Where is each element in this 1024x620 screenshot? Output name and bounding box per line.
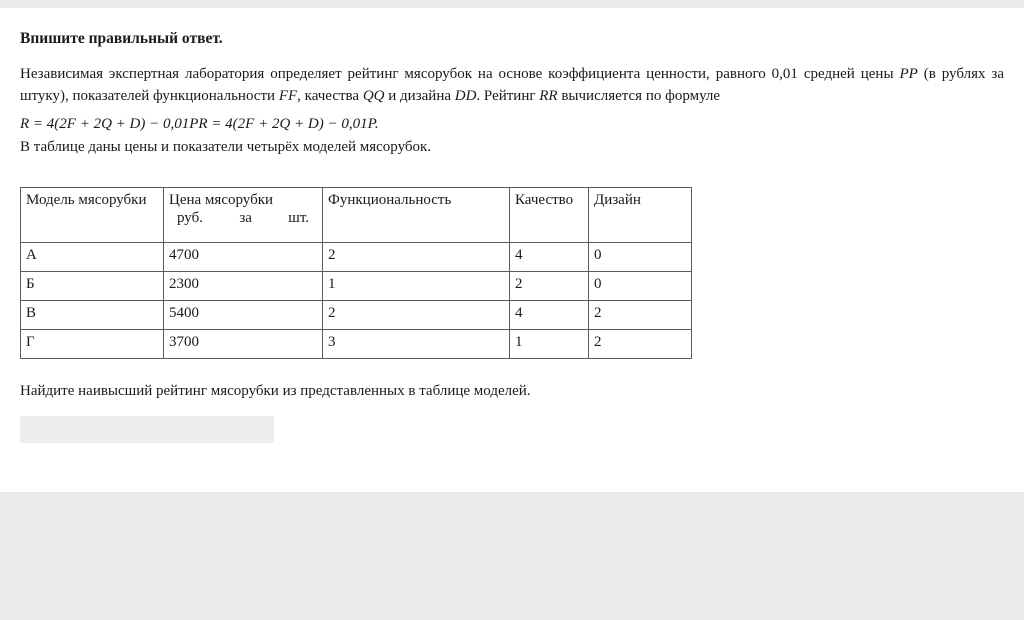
cell-design: 2 — [589, 330, 692, 359]
cell-design: 0 — [589, 243, 692, 272]
cell-price: 4700 — [164, 243, 323, 272]
cell-functionality: 1 — [323, 272, 510, 301]
cell-quality: 4 — [510, 243, 589, 272]
table-row — [21, 243, 692, 272]
cell-model: Б — [21, 272, 164, 301]
table-header-row — [21, 188, 692, 243]
cell-quality: 2 — [510, 272, 589, 301]
rating-formula: R = 4(2F + 2Q + D) − 0,01PR = 4(2F + 2Q + D) − 0,01P. — [20, 115, 379, 132]
variable-f: FF — [278, 87, 298, 104]
description-part-4: и дизайна — [384, 87, 455, 104]
cell-quality: 4 — [510, 301, 589, 330]
question-text: Найдите наивысший рейтинг мясорубки из представленных в таблице моделей. — [20, 383, 531, 399]
cell-model: Г — [21, 330, 164, 359]
header-functionality: Функциональность — [323, 188, 510, 243]
cell-price: 5400 — [164, 301, 323, 330]
header-price — [164, 188, 323, 243]
variable-q: QQ — [362, 87, 385, 104]
cell-functionality: 2 — [323, 301, 510, 330]
cell-functionality: 3 — [323, 330, 510, 359]
answer-input[interactable] — [20, 416, 274, 443]
cell-price: 3700 — [164, 330, 323, 359]
table-intro-note: В таблице даны цены и показатели четырёх моделей мясорубок. — [20, 139, 432, 156]
cell-model: В — [21, 301, 164, 330]
variable-p: PP — [899, 66, 918, 82]
cell-design: 0 — [589, 272, 692, 301]
header-price-line2: руб. за шт. — [177, 210, 309, 226]
cell-price: 2300 — [164, 272, 323, 301]
description-part-2: (в рублях за штуку), показателей функциональности — [20, 66, 1004, 104]
table-row — [21, 330, 692, 359]
header-quality: Качество — [510, 188, 589, 243]
header-price-line1: Цена мясорубки — [169, 192, 274, 208]
cell-design: 2 — [589, 301, 692, 330]
description-part-6: вычисляется по формуле — [557, 87, 721, 104]
description-part-5: . Рейтинг — [476, 87, 540, 104]
cell-quality: 1 — [510, 330, 589, 359]
mincer-data-table — [20, 187, 692, 359]
variable-r: RR — [539, 87, 558, 104]
header-design: Дизайн — [589, 188, 692, 243]
header-model: Модель мясорубки — [21, 188, 164, 243]
description-part-3: , качества — [297, 87, 363, 104]
description-part-1: Независимая экспертная лаборатория определяет рейтинг мясорубок на основе коэффициента ценности, равного 0,01 средней цены — [20, 66, 900, 82]
table-row — [21, 272, 692, 301]
task-page — [0, 8, 1024, 492]
task-description — [20, 64, 1004, 108]
page-title: Впишите правильный ответ. — [20, 30, 223, 47]
variable-d: DD — [454, 87, 477, 104]
table-row — [21, 301, 692, 330]
cell-functionality: 2 — [323, 243, 510, 272]
cell-model: А — [21, 243, 164, 272]
